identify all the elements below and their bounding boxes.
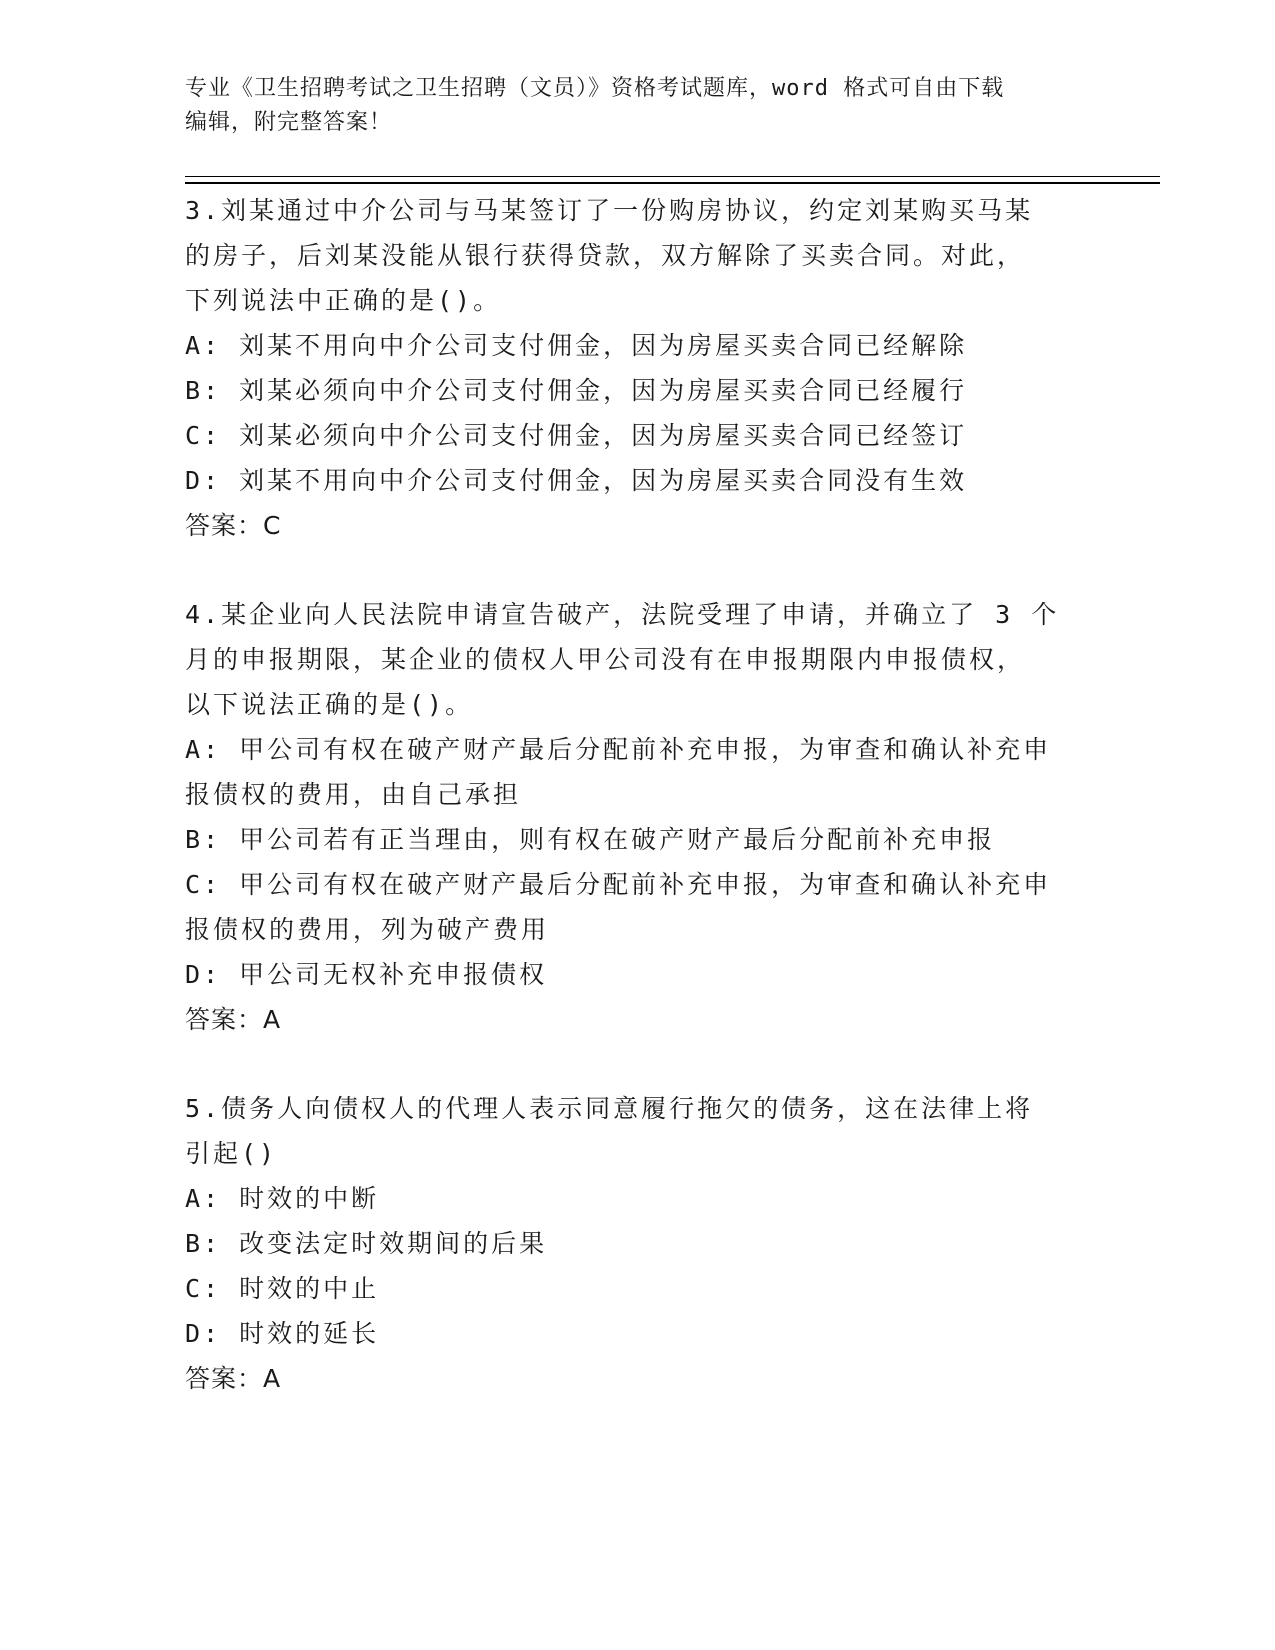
option-line: D: 时效的延长 (185, 1319, 380, 1348)
option-d (185, 1311, 1085, 1356)
header-divider-thin (185, 176, 1160, 177)
option-b (185, 368, 1085, 413)
option-c (185, 413, 1085, 458)
option-line: C: 刘某必须向中介公司支付佣金，因为房屋买卖合同已经签订 (185, 421, 968, 450)
option-line: A: 时效的中断 (185, 1184, 380, 1213)
option-line: 报债权的费用，列为破产费用 (185, 915, 550, 944)
option-line: 报债权的费用，由自己承担 (185, 780, 522, 809)
question-3 (185, 188, 1085, 548)
answer-label: 答案：A (185, 1005, 282, 1034)
option-b (185, 817, 1085, 862)
option-line: B: 甲公司若有正当理由，则有权在破产财产最后分配前补充申报 (185, 825, 996, 854)
question-list (185, 188, 1085, 1445)
option-line: D: 甲公司无权补充申报债权 (185, 960, 548, 989)
answer-label: 答案：A (185, 1364, 282, 1393)
stem-line: 3.刘某通过中介公司与马某签订了一份购房协议，约定刘某购买马某 (185, 196, 1034, 225)
stem-line: 的房子，后刘某没能从银行获得贷款，双方解除了买卖合同。对此， (185, 241, 1026, 270)
option-line: C: 甲公司有权在破产财产最后分配前补充申报，为审查和确认补充申 (185, 870, 1052, 899)
question-stem (185, 592, 1085, 727)
option-a (185, 323, 1085, 368)
option-line: B: 改变法定时效期间的后果 (185, 1229, 548, 1258)
option-line: D: 刘某不用向中介公司支付佣金，因为房屋买卖合同没有生效 (185, 466, 968, 495)
option-line: A: 甲公司有权在破产财产最后分配前补充申报，为审查和确认补充申 (185, 735, 1052, 764)
option-c (185, 862, 1085, 952)
option-a (185, 1176, 1085, 1221)
stem-line: 下列说法中正确的是()。 (185, 286, 502, 315)
stem-line: 引起() (185, 1139, 278, 1168)
option-d (185, 952, 1085, 997)
option-line: C: 时效的中止 (185, 1274, 380, 1303)
header-line-2: 编辑，附完整答案！ (185, 110, 393, 135)
header-line-1: 专业《卫生招聘考试之卫生招聘（文员）》资格考试题库，word 格式可自由下载 (185, 76, 1005, 101)
option-c (185, 1266, 1085, 1311)
stem-line: 以下说法正确的是()。 (185, 690, 474, 719)
option-b (185, 1221, 1085, 1266)
question-5 (185, 1086, 1085, 1401)
option-line: A: 刘某不用向中介公司支付佣金，因为房屋买卖合同已经解除 (185, 331, 968, 360)
stem-line: 4.某企业向人民法院申请宣告破产，法院受理了申请，并确立了 3 个 (185, 600, 1060, 629)
option-line: B: 刘某必须向中介公司支付佣金，因为房屋买卖合同已经履行 (185, 376, 968, 405)
document-header (185, 72, 1085, 140)
question-stem (185, 188, 1085, 323)
stem-line: 5.债务人向债权人的代理人表示同意履行拖欠的债务，这在法律上将 (185, 1094, 1034, 1123)
option-a (185, 727, 1085, 817)
question-stem (185, 1086, 1085, 1176)
option-d (185, 458, 1085, 503)
stem-line: 月的申报期限，某企业的债权人甲公司没有在申报期限内申报债权， (185, 645, 1026, 674)
question-4 (185, 592, 1085, 1042)
header-divider-thick (185, 182, 1160, 184)
answer-label: 答案：C (185, 511, 282, 540)
